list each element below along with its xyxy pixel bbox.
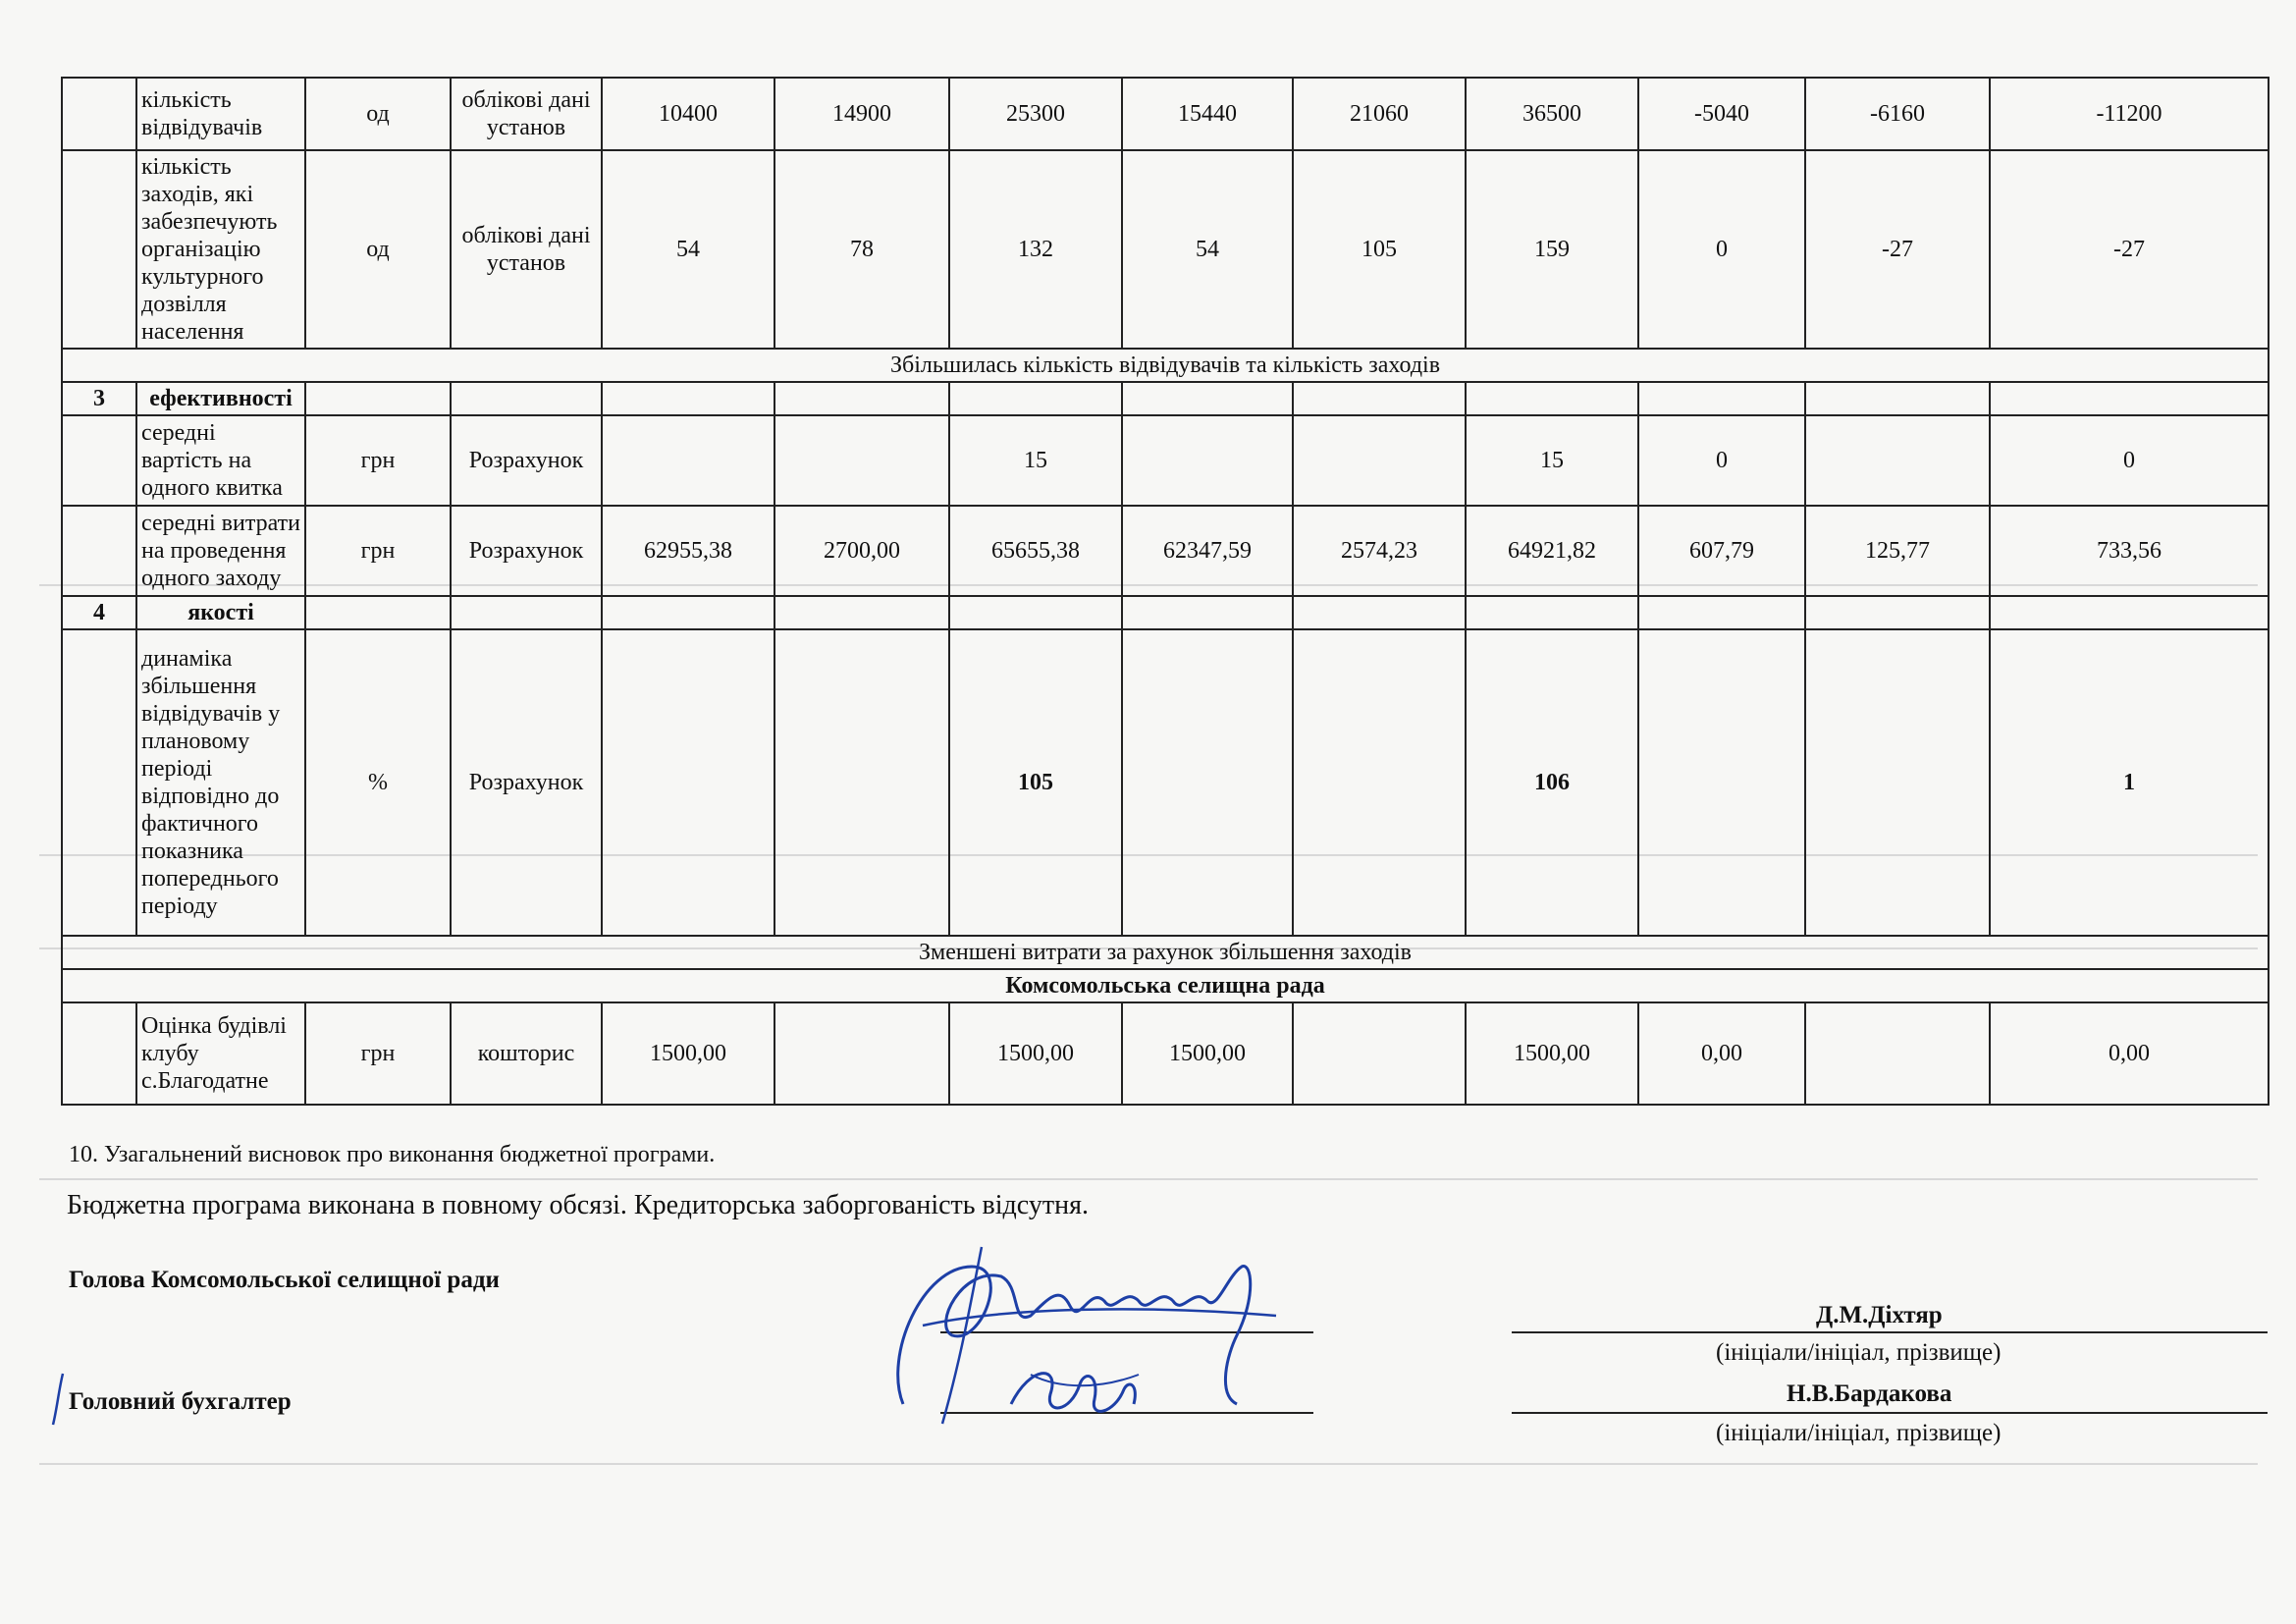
- table-row: динаміка збільшення відвідувачів у плановому періоді відповідно до фактичного показника попереднього періоду % Розрахунок 105 106 1: [62, 629, 2269, 936]
- accountant-name: Н.В.Бардакова: [1787, 1380, 1952, 1407]
- organization-row: Комсомольська селищна рада: [62, 969, 2269, 1002]
- indicator-name: середні витрати на проведення одного заходу: [136, 506, 305, 596]
- head-initials-note: (ініціали/ініціал, прізвище): [1716, 1339, 2002, 1366]
- indicator-name: кількість відвідувачів: [136, 78, 305, 150]
- table-row: Оцінка будівлі клубу с.Благодатне грн кошторис 1500,00 1500,00 1500,00 1500,00 0,00 0,00: [62, 1002, 2269, 1105]
- head-name-line: [1512, 1331, 2268, 1333]
- accountant-title: Головний бухгалтер: [69, 1388, 292, 1415]
- section-header-row: 4 якості: [62, 596, 2269, 629]
- indicator-source: Розрахунок: [451, 415, 602, 506]
- indicator-name: середні вартість на одного квитка: [136, 415, 305, 506]
- note-row: Зменшені витрати за рахунок збільшення заходів: [62, 936, 2269, 969]
- head-title: Голова Комсомольської селищної ради: [69, 1267, 500, 1293]
- table-row: кількість заходів, які забезпечують організацію культурного дозвілля населення од облікові дані установ 54 78 132 54 105 159 0 -27 -27: [62, 150, 2269, 349]
- indicator-name: кількість заходів, які забезпечують організацію культурного дозвілля населення: [136, 150, 305, 349]
- section-header-row: 3 ефективності: [62, 382, 2269, 415]
- indicator-unit: %: [305, 629, 451, 936]
- indicator-source: Розрахунок: [451, 629, 602, 936]
- indicator-unit: грн: [305, 415, 451, 506]
- table-row: [62, 969, 2269, 1002]
- section-title: ефективності: [136, 382, 305, 415]
- section-10-heading: 10. Узагальнений висновок про виконання бюджетної програми.: [69, 1142, 716, 1167]
- accountant-name-line: [1512, 1412, 2268, 1414]
- indicator-unit: од: [305, 78, 451, 150]
- head-name: Д.М.Діхтяр: [1816, 1302, 1943, 1328]
- indicator-source: кошторис: [451, 1002, 602, 1105]
- table-row: [62, 349, 2269, 382]
- note-row: Збільшилась кількість відвідувачів та кількість заходів: [62, 349, 2269, 382]
- indicator-unit: грн: [305, 506, 451, 596]
- accountant-signature: [991, 1345, 1158, 1443]
- indicator-name: динаміка збільшення відвідувачів у плановому періоді відповідно до фактичного показника попереднього періоду: [136, 629, 305, 936]
- accountant-initials-note: (ініціали/ініціал, прізвище): [1716, 1420, 2002, 1446]
- indicator-unit: од: [305, 150, 451, 349]
- table-row: середні вартість на одного квитка грн Розрахунок 15 15 0 0: [62, 415, 2269, 506]
- section-title: якості: [136, 596, 305, 629]
- indicator-name: Оцінка будівлі клубу с.Благодатне: [136, 1002, 305, 1105]
- table-row: кількість відвідувачів од облікові дані установ 10400 14900 25300 15440 21060 36500 -5040 -6160 -11200: [62, 78, 2269, 150]
- indicators-table: [61, 77, 2269, 1106]
- indicator-unit: грн: [305, 1002, 451, 1105]
- table-row: середні витрати на проведення одного заходу грн Розрахунок 62955,38 2700,00 65655,38 62347,59 2574,23 64921,82 607,79 125,77 733,56: [62, 506, 2269, 596]
- indicator-source: облікові дані установ: [451, 78, 602, 150]
- margin-pen-mark: [49, 1370, 69, 1429]
- table-row: [62, 936, 2269, 969]
- indicator-source: Розрахунок: [451, 506, 602, 596]
- conclusion-text: Бюджетна програма виконана в повному обсязі. Кредиторська заборгованість відсутня.: [67, 1190, 1089, 1220]
- indicator-source: облікові дані установ: [451, 150, 602, 349]
